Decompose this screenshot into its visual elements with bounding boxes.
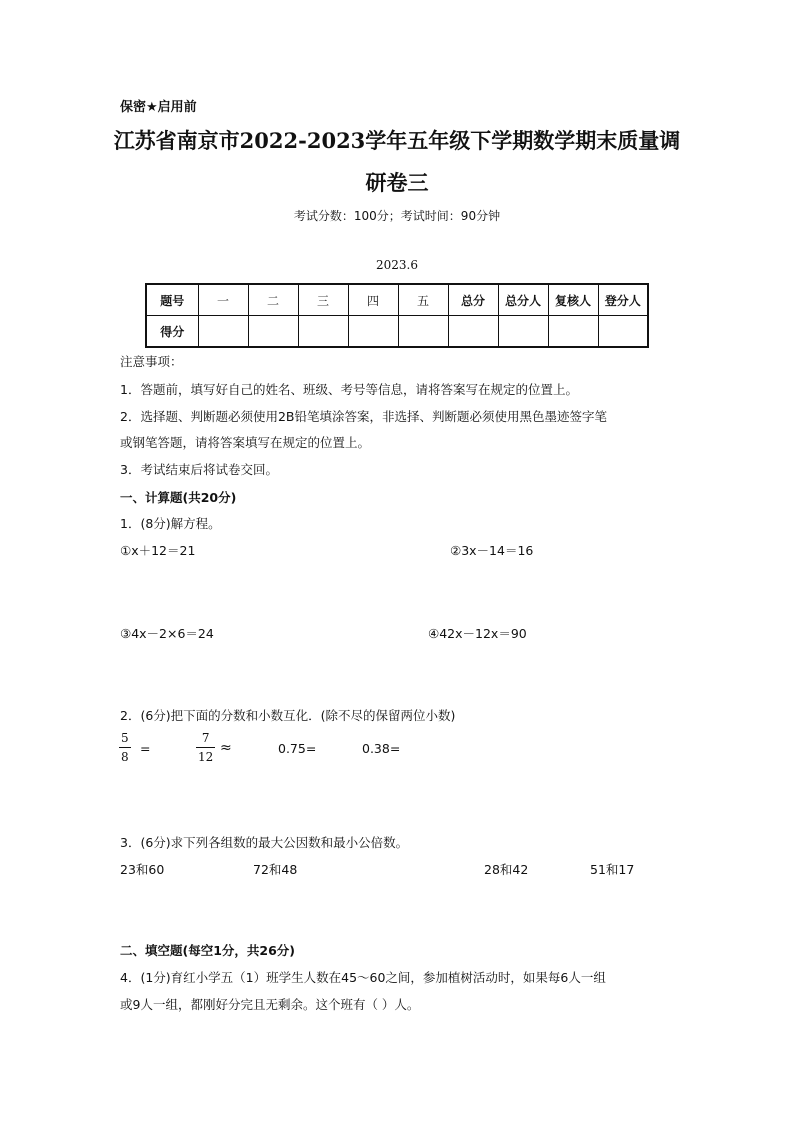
section2-heading: 二、填空题(每空1分，共26分) [120, 943, 296, 958]
score-table-cell: 总分人 [498, 284, 548, 316]
score-table-cell: 题号 [146, 284, 198, 316]
score-table-cell: 四 [348, 284, 398, 316]
question-3c: 28和42 [484, 862, 529, 877]
score-input-cell[interactable] [298, 316, 348, 348]
exam-title-line1: 江苏省南京市2022-2023学年五年级下学期数学期末质量调 [113, 128, 681, 153]
exam-info: 考试分数：100分；考试时间：90分钟 [293, 209, 501, 223]
question-3-stem: 3．(6分)求下列各组数的最大公因数和最小公倍数。 [120, 835, 409, 850]
decimal-1: 0.75= [278, 741, 317, 756]
score-table-cell: 三 [298, 284, 348, 316]
question-1a: ①x＋12＝21 [120, 543, 196, 558]
question-2-stem: 2．(6分)把下面的分数和小数互化．(除不尽的保留两位小数) [120, 708, 456, 723]
note-item-3: 3．考试结束后将试卷交回。 [120, 462, 278, 477]
score-input-cell[interactable] [248, 316, 298, 348]
note-item-1: 1．答题前，填写好自己的姓名、班级、考号等信息，请将答案写在规定的位置上。 [120, 382, 578, 397]
question-1-stem: 1．(8分)解方程。 [120, 516, 221, 531]
exam-date: 2023.6 [376, 258, 418, 272]
score-table-cell: 得分 [146, 316, 198, 348]
fraction-2-approx: ≈ [220, 740, 232, 756]
exam-title-line2: 研卷三 [365, 170, 429, 195]
fraction-1-equals: = [140, 741, 151, 756]
question-3a: 23和60 [120, 862, 165, 877]
score-input-cell[interactable] [348, 316, 398, 348]
note-item-2-line2: 或钢笔答题，请将答案填写在规定的位置上。 [120, 435, 371, 450]
question-1d: ④42x－12x＝90 [428, 626, 527, 641]
score-table-cell: 二 [248, 284, 298, 316]
question-4-line2: 或9人一组，都刚好分完且无剩余。这个班有（ ）人。 [120, 997, 420, 1012]
fraction-denominator: 12 [198, 750, 214, 764]
fraction-bar [196, 747, 215, 748]
score-table-cell: 总分 [448, 284, 498, 316]
secret-label: 保密★启用前 [120, 100, 197, 115]
score-input-cell[interactable] [198, 316, 248, 348]
score-table-cell: 登分人 [598, 284, 648, 316]
fraction-7-12 [196, 731, 215, 764]
fraction-numerator: 7 [201, 731, 210, 745]
question-3d: 51和17 [590, 862, 635, 877]
score-table-cell: 复核人 [548, 284, 598, 316]
fraction-bar [119, 747, 131, 748]
decimal-2: 0.38= [362, 741, 401, 756]
notes-heading: 注意事项： [120, 354, 183, 369]
question-1c: ③4x－2×6＝24 [120, 626, 214, 641]
score-table-cell: 一 [198, 284, 248, 316]
score-table-cell: 五 [398, 284, 448, 316]
score-table-score-row [146, 316, 648, 348]
question-1b: ②3x－14＝16 [450, 543, 534, 558]
score-input-cell[interactable] [498, 316, 548, 348]
fraction-numerator: 5 [121, 731, 129, 745]
score-input-cell[interactable] [448, 316, 498, 348]
score-table-header-row [146, 284, 648, 316]
score-input-cell[interactable] [598, 316, 648, 348]
score-input-cell[interactable] [398, 316, 448, 348]
score-input-cell[interactable] [548, 316, 598, 348]
section1-heading: 一、计算题(共20分) [120, 490, 237, 505]
note-item-2-line1: 2．选择题、判断题必须使用2B铅笔填涂答案，非选择、判断题必须使用黑色墨迹签字笔 [120, 409, 607, 424]
fraction-5-8 [119, 731, 131, 764]
score-table [145, 283, 649, 348]
question-4-line1: 4．(1分)育红小学五（1）班学生人数在45～60之间，参加植树活动时，如果每6人一组 [120, 970, 606, 985]
question-3b: 72和48 [253, 862, 298, 877]
fraction-denominator: 8 [121, 750, 129, 764]
